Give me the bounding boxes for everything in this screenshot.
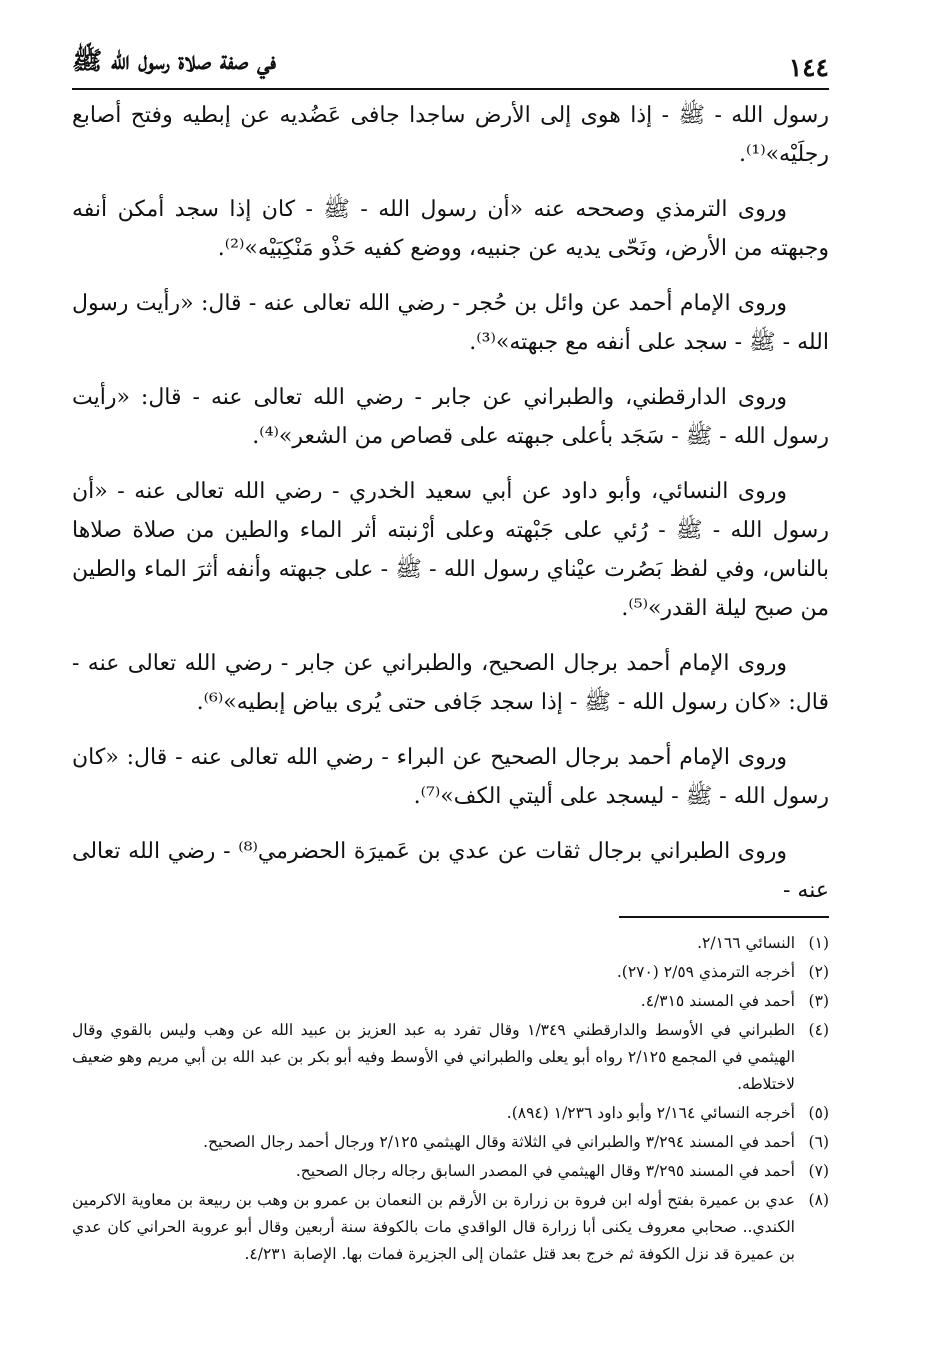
- footnotes: [72, 930, 829, 1270]
- footnote-number: (١): [808, 934, 829, 952]
- running-title: في صفة صلاة رسول الله ﷺ: [72, 46, 276, 75]
- footnote: [72, 1100, 829, 1127]
- paragraph: وروى الطبراني برجال ثقات عن عدي بن عَميرَة الحضرمي⁽⁸⁾ - رضي الله تعالى عنه -: [72, 839, 829, 903]
- footnote-number: (٤): [808, 1021, 829, 1039]
- paragraph: وروى الإمام أحمد برجال الصحيح، والطبراني عن جابر - رضي الله تعالى عنه - قال: «كان رسول الله - ﷺ - إذا سجد جَافى حتى يُرى بياض إبطيه»⁽⁶⁾.: [72, 651, 829, 715]
- page-number: ١٤٤: [788, 53, 829, 82]
- footnote-number: (٣): [808, 992, 829, 1010]
- paragraph: وروى الترمذي وصححه عنه «أن رسول الله - ﷺ - كان إذا سجد أمكن أنفه وجبهته من الأرض، ونَحّى يديه عن جنبيه، ووضع كفيه حَذْو مَنْكِبَيْه»⁽²⁾.: [72, 197, 829, 261]
- main-text: [72, 96, 829, 926]
- footnote: [72, 1129, 829, 1156]
- footnote-text: الطبراني في الأوسط والدارقطني ١/٣٤٩ وقال تفرد به عبد العزيز بن عبيد الله عن وهب وليس بالقوي وقال الهيثمي في المجمع ٢/١٢٥ رواه أبو يعلى والطبراني في الأوسط وفيه أبو بكر بن عبد الله بن أبي مريم وهو ضعيف لاختلاطه.: [72, 1021, 796, 1093]
- footnote-text: النسائي ٢/١٦٦.: [697, 934, 795, 952]
- footnote: [72, 1187, 829, 1268]
- footnote-text: أحمد في المسند ٤/٣١٥.: [640, 992, 795, 1010]
- paragraph: وروى الإمام أحمد عن وائل بن حُجر - رضي الله تعالى عنه - قال: «رأيت رسول الله - ﷺ - سجد على أنفه مع جبهته»⁽³⁾.: [72, 291, 829, 355]
- footnote-separator: [619, 916, 829, 918]
- running-header: [72, 42, 829, 90]
- footnote: [72, 988, 829, 1015]
- footnote: [72, 959, 829, 986]
- paragraph: وروى الدارقطني، والطبراني عن جابر - رضي الله تعالى عنه - قال: «رأيت رسول الله - ﷺ - سَجَد بأعلى جبهته على قصاص من الشعر»⁽⁴⁾.: [72, 385, 829, 449]
- footnote-number: (٧): [808, 1162, 829, 1180]
- footnote-number: (٢): [808, 963, 829, 981]
- footnote-number: (٦): [808, 1133, 829, 1151]
- footnote-text: أخرجه النسائي ٢/١٦٤ وأبو داود ١/٢٣٦ (٨٩٤).: [506, 1104, 795, 1122]
- footnote: [72, 1017, 829, 1098]
- footnote: [72, 930, 829, 957]
- footnote-text: عدي بن عميرة بفتح أوله ابن فروة بن زرارة بن الأرقم بن النعمان بن عمرو بن وهب بن ربيعة بن معاوية الاكرمين الكندي.. صحابي معروف يكنى أبا زرارة قال الواقدي مات بالكوفة سنة أربعين وقال أبو عروبة الحراني كان عدي بن عميرة قد نزل الكوفة ثم خرج بعد قتل عثمان إلى الجزيرة فمات بها. الإصابة ٤/٢٣١.: [72, 1191, 795, 1263]
- paragraph: وروى الإمام أحمد برجال الصحيح عن البراء - رضي الله تعالى عنه - قال: «كان رسول الله - ﷺ - ليسجد على أليتي الكف»⁽⁷⁾.: [72, 745, 829, 809]
- footnote-text: أخرجه الترمذي ٢/٥٩ (٢٧٠).: [616, 963, 795, 981]
- footnote: [72, 1158, 829, 1185]
- footnote-number: (٥): [808, 1104, 829, 1122]
- footnote-number: (٨): [808, 1191, 829, 1209]
- paragraph: رسول الله - ﷺ - إذا هوى إلى الأرض ساجدا جافى عَضُديه عن إبطيه وفتح أصابع رجلَيْه»⁽¹⁾.: [72, 103, 829, 167]
- footnote-text: أحمد في المسند ٣/٢٩٤ والطبراني في الثلاثة وقال الهيثمي ٢/١٢٥ ورجال أحمد رجال الصحيح.: [203, 1133, 795, 1151]
- paragraph: وروى النسائي، وأبو داود عن أبي سعيد الخدري - رضي الله تعالى عنه - «أن رسول الله - ﷺ - رُئي على جَبْهته وعلى أرْنبته أثر الماء والطين من صلاة صلاها بالناس، وفي لفظ بَصُرت عيْناي رسول الله - ﷺ - على جبهته وأنفه أثرَ الماء والطين من صبح ليلة القدر»⁽⁵⁾.: [72, 479, 829, 621]
- footnote-text: أحمد في المسند ٣/٢٩٥ وقال الهيثمي في المصدر السابق رجاله رجال الصحيح.: [295, 1162, 795, 1180]
